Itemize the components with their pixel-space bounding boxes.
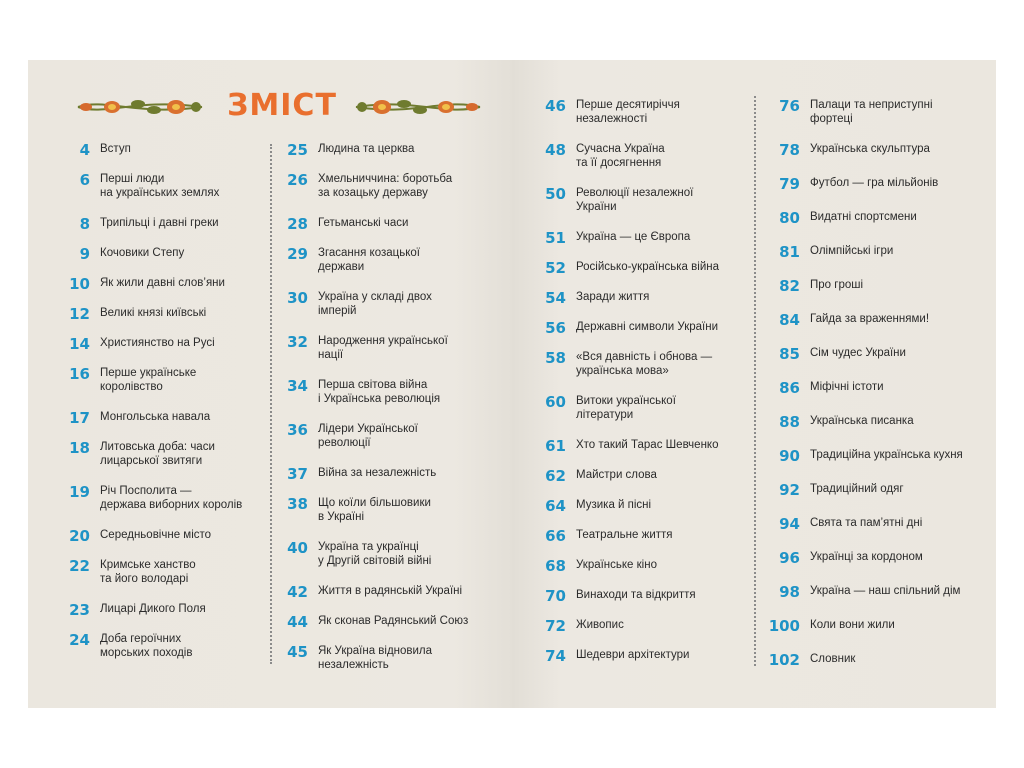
toc-entry-title: Гетьманські часи: [318, 217, 409, 229]
toc-column-1: [56, 142, 276, 682]
toc-entry-title: Гайда за враженнями!: [810, 313, 930, 325]
toc-entry-title: Кримське ханство та його володарі: [100, 559, 196, 585]
toc-entry-title: Що коїли більшовики в Україні: [318, 497, 431, 523]
toc-entry-title: Як жили давні слов’яни: [100, 277, 225, 289]
contents-title: ЗМІСТ: [227, 88, 337, 123]
toc-page-number: 79: [779, 175, 800, 193]
toc-entry-title: Річ Посполита — держава виборних королів: [100, 485, 243, 511]
folk-ornament-left-icon: [76, 94, 204, 120]
toc-entry-title: Україна у складі двох імперій: [318, 291, 432, 317]
toc-column-4: [766, 98, 986, 698]
toc-entry-title: Живопис: [576, 619, 624, 631]
toc-page-number: 94: [779, 515, 800, 533]
left-page: [28, 60, 512, 708]
toc-entry-title: Заради життя: [576, 291, 650, 303]
toc-page-number: 10: [69, 275, 90, 293]
toc-page-number: 66: [545, 527, 566, 545]
toc-entry-title: Українці за кордоном: [810, 551, 923, 563]
toc-entry-title: Футбол — гра мільйонів: [810, 177, 939, 189]
toc-page-number: 23: [69, 601, 90, 619]
toc-page-number: 92: [779, 481, 800, 499]
toc-page-number: 84: [779, 311, 800, 329]
toc-page-number: 58: [545, 349, 566, 367]
toc-page-number: 45: [287, 643, 308, 661]
toc-page-number: 32: [287, 333, 308, 351]
toc-page-number: 62: [545, 467, 566, 485]
toc-page-number: 19: [69, 483, 90, 501]
toc-page-number: 51: [545, 229, 566, 247]
toc-entry-title: Про гроші: [810, 279, 864, 291]
toc-entry-title: Шедеври архітектури: [576, 649, 690, 661]
contents-header: [76, 88, 480, 128]
toc-page-number: 20: [69, 527, 90, 545]
toc-entry-title: Сучасна Україна та її досягнення: [576, 143, 665, 169]
toc-entry-title: Хто такий Тарас Шевченко: [576, 439, 719, 451]
toc-entry-title: Литовська доба: часи лицарської звитяги: [100, 441, 215, 467]
toc-page-number: 80: [779, 209, 800, 227]
toc-page-number: 24: [69, 631, 90, 649]
toc-page-number: 102: [768, 651, 800, 669]
toc-page-number: 38: [287, 495, 308, 513]
toc-entry-title: Міфічні істоти: [810, 381, 884, 393]
column-divider: [270, 144, 272, 664]
toc-page-number: 68: [545, 557, 566, 575]
toc-entry-title: Україна — наш спільний дім: [810, 585, 961, 597]
toc-entry-title: Революції незалежної України: [576, 187, 694, 213]
toc-page-number: 74: [545, 647, 566, 665]
toc-column-2: [274, 142, 494, 682]
toc-entry-title: Свята та пам’ятні дні: [810, 517, 923, 529]
toc-page-number: 72: [545, 617, 566, 635]
toc-page-number: 26: [287, 171, 308, 189]
toc-entry-title: Лицарі Дикого Поля: [100, 603, 206, 615]
toc-entry-title: Народження української нації: [318, 335, 448, 361]
toc-page-number: 6: [79, 171, 90, 189]
toc-page-number: 54: [545, 289, 566, 307]
toc-page-number: 64: [545, 497, 566, 515]
toc-page-number: 34: [287, 377, 308, 395]
toc-entry-title: Як Україна відновила незалежність: [318, 645, 433, 671]
toc-entry-title: Коли вони жили: [810, 619, 895, 631]
toc-page-number: 81: [779, 243, 800, 261]
folk-ornament-right-icon: [354, 94, 482, 120]
toc-column-3: [532, 98, 752, 698]
toc-page-number: 30: [287, 289, 308, 307]
toc-entry-title: Олімпійські ігри: [810, 245, 894, 257]
toc-entry-title: Лідери Української революції: [318, 423, 418, 449]
toc-page-number: 96: [779, 549, 800, 567]
toc-entry-title: Вступ: [100, 143, 131, 155]
toc-entry-title: Перша світова війна і Українська революція: [318, 379, 441, 405]
book-spread: [28, 60, 996, 708]
toc-entry-title: Україна — це Європа: [576, 231, 691, 243]
toc-entry-title: Перше українське королівство: [100, 367, 197, 393]
toc-page-number: 36: [287, 421, 308, 439]
toc-page-number: 70: [545, 587, 566, 605]
toc-entry-title: Україна та українці у Другій світовій війні: [318, 541, 432, 567]
toc-page-number: 37: [287, 465, 308, 483]
toc-page-number: 90: [779, 447, 800, 465]
toc-page-number: 100: [768, 617, 800, 635]
toc-entry-title: Традиційний одяг: [810, 483, 904, 495]
toc-entry-title: Винаходи та відкриття: [576, 589, 696, 601]
toc-entry-title: «Вся давність і обнова — українська мова»: [576, 351, 713, 377]
toc-page-number: 50: [545, 185, 566, 203]
right-page: [512, 60, 996, 708]
toc-entry-title: Християнство на Русі: [100, 337, 215, 349]
toc-page-number: 56: [545, 319, 566, 337]
toc-page-number: 9: [79, 245, 90, 263]
toc-page-number: 44: [287, 613, 308, 631]
toc-page-number: 8: [79, 215, 90, 233]
toc-entry-title: Палаци та неприступні фортеці: [810, 99, 933, 125]
toc-entry-title: Українська скульптура: [810, 143, 930, 155]
toc-page-number: 98: [779, 583, 800, 601]
toc-page-number: 85: [779, 345, 800, 363]
toc-page-number: 82: [779, 277, 800, 295]
toc-entry-title: Традиційна українська кухня: [810, 449, 963, 461]
toc-entry-title: Великі князі київські: [100, 307, 207, 319]
column-divider: [754, 96, 756, 666]
toc-entry-title: Трипільці і давні греки: [100, 217, 219, 229]
toc-page-number: 88: [779, 413, 800, 431]
toc-entry-title: Монгольська навала: [100, 411, 211, 423]
toc-entry-title: Війна за незалежність: [318, 467, 437, 479]
toc-entry-title: Музика й пісні: [576, 499, 652, 511]
toc-page-number: 76: [779, 97, 800, 115]
toc-page-number: 46: [545, 97, 566, 115]
toc-entry-title: Українська писанка: [810, 415, 914, 427]
toc-page-number: 52: [545, 259, 566, 277]
toc-page-number: 86: [779, 379, 800, 397]
toc-entry-title: Кочовики Степу: [100, 247, 185, 259]
toc-page-number: 78: [779, 141, 800, 159]
toc-entry-title: Життя в радянській Україні: [318, 585, 463, 597]
toc-page-number: 12: [69, 305, 90, 323]
toc-entry-title: Видатні спортсмени: [810, 211, 917, 223]
toc-entry-title: Театральне життя: [576, 529, 673, 541]
toc-page-number: 18: [69, 439, 90, 457]
toc-page-number: 48: [545, 141, 566, 159]
toc-entry-title: Як сконав Радянський Союз: [318, 615, 469, 627]
toc-entry-title: Сім чудес України: [810, 347, 906, 359]
toc-entry-title: Людина та церква: [318, 143, 415, 155]
toc-page-number: 28: [287, 215, 308, 233]
toc-entry-title: Перші люди на українських землях: [100, 173, 220, 199]
toc-page-number: 16: [69, 365, 90, 383]
toc-entry-title: Словник: [810, 653, 856, 665]
toc-page-number: 14: [69, 335, 90, 353]
toc-page-number: 42: [287, 583, 308, 601]
toc-page-number: 40: [287, 539, 308, 557]
toc-entry-title: Українське кіно: [576, 559, 657, 571]
toc-entry-title: Російсько-українська війна: [576, 261, 719, 273]
toc-page-number: 29: [287, 245, 308, 263]
toc-entry-title: Доба героїчних морських походів: [100, 633, 193, 659]
toc-entry-title: Витоки української літератури: [576, 395, 676, 421]
toc-page-number: 61: [545, 437, 566, 455]
toc-page-number: 25: [287, 141, 308, 159]
toc-entry-title: Перше десятиріччя незалежності: [576, 99, 680, 125]
toc-entry-title: Середньовічне місто: [100, 529, 212, 541]
toc-page-number: 60: [545, 393, 566, 411]
toc-page-number: 17: [69, 409, 90, 427]
toc-entry-title: Згасання козацької держави: [318, 247, 420, 273]
toc-entry-title: Майстри слова: [576, 469, 657, 481]
toc-entry-title: Державні символи України: [576, 321, 718, 333]
toc-page-number: 22: [69, 557, 90, 575]
toc-entry-title: Хмельниччина: боротьба за козацьку державу: [318, 173, 453, 199]
toc-page-number: 4: [79, 141, 90, 159]
